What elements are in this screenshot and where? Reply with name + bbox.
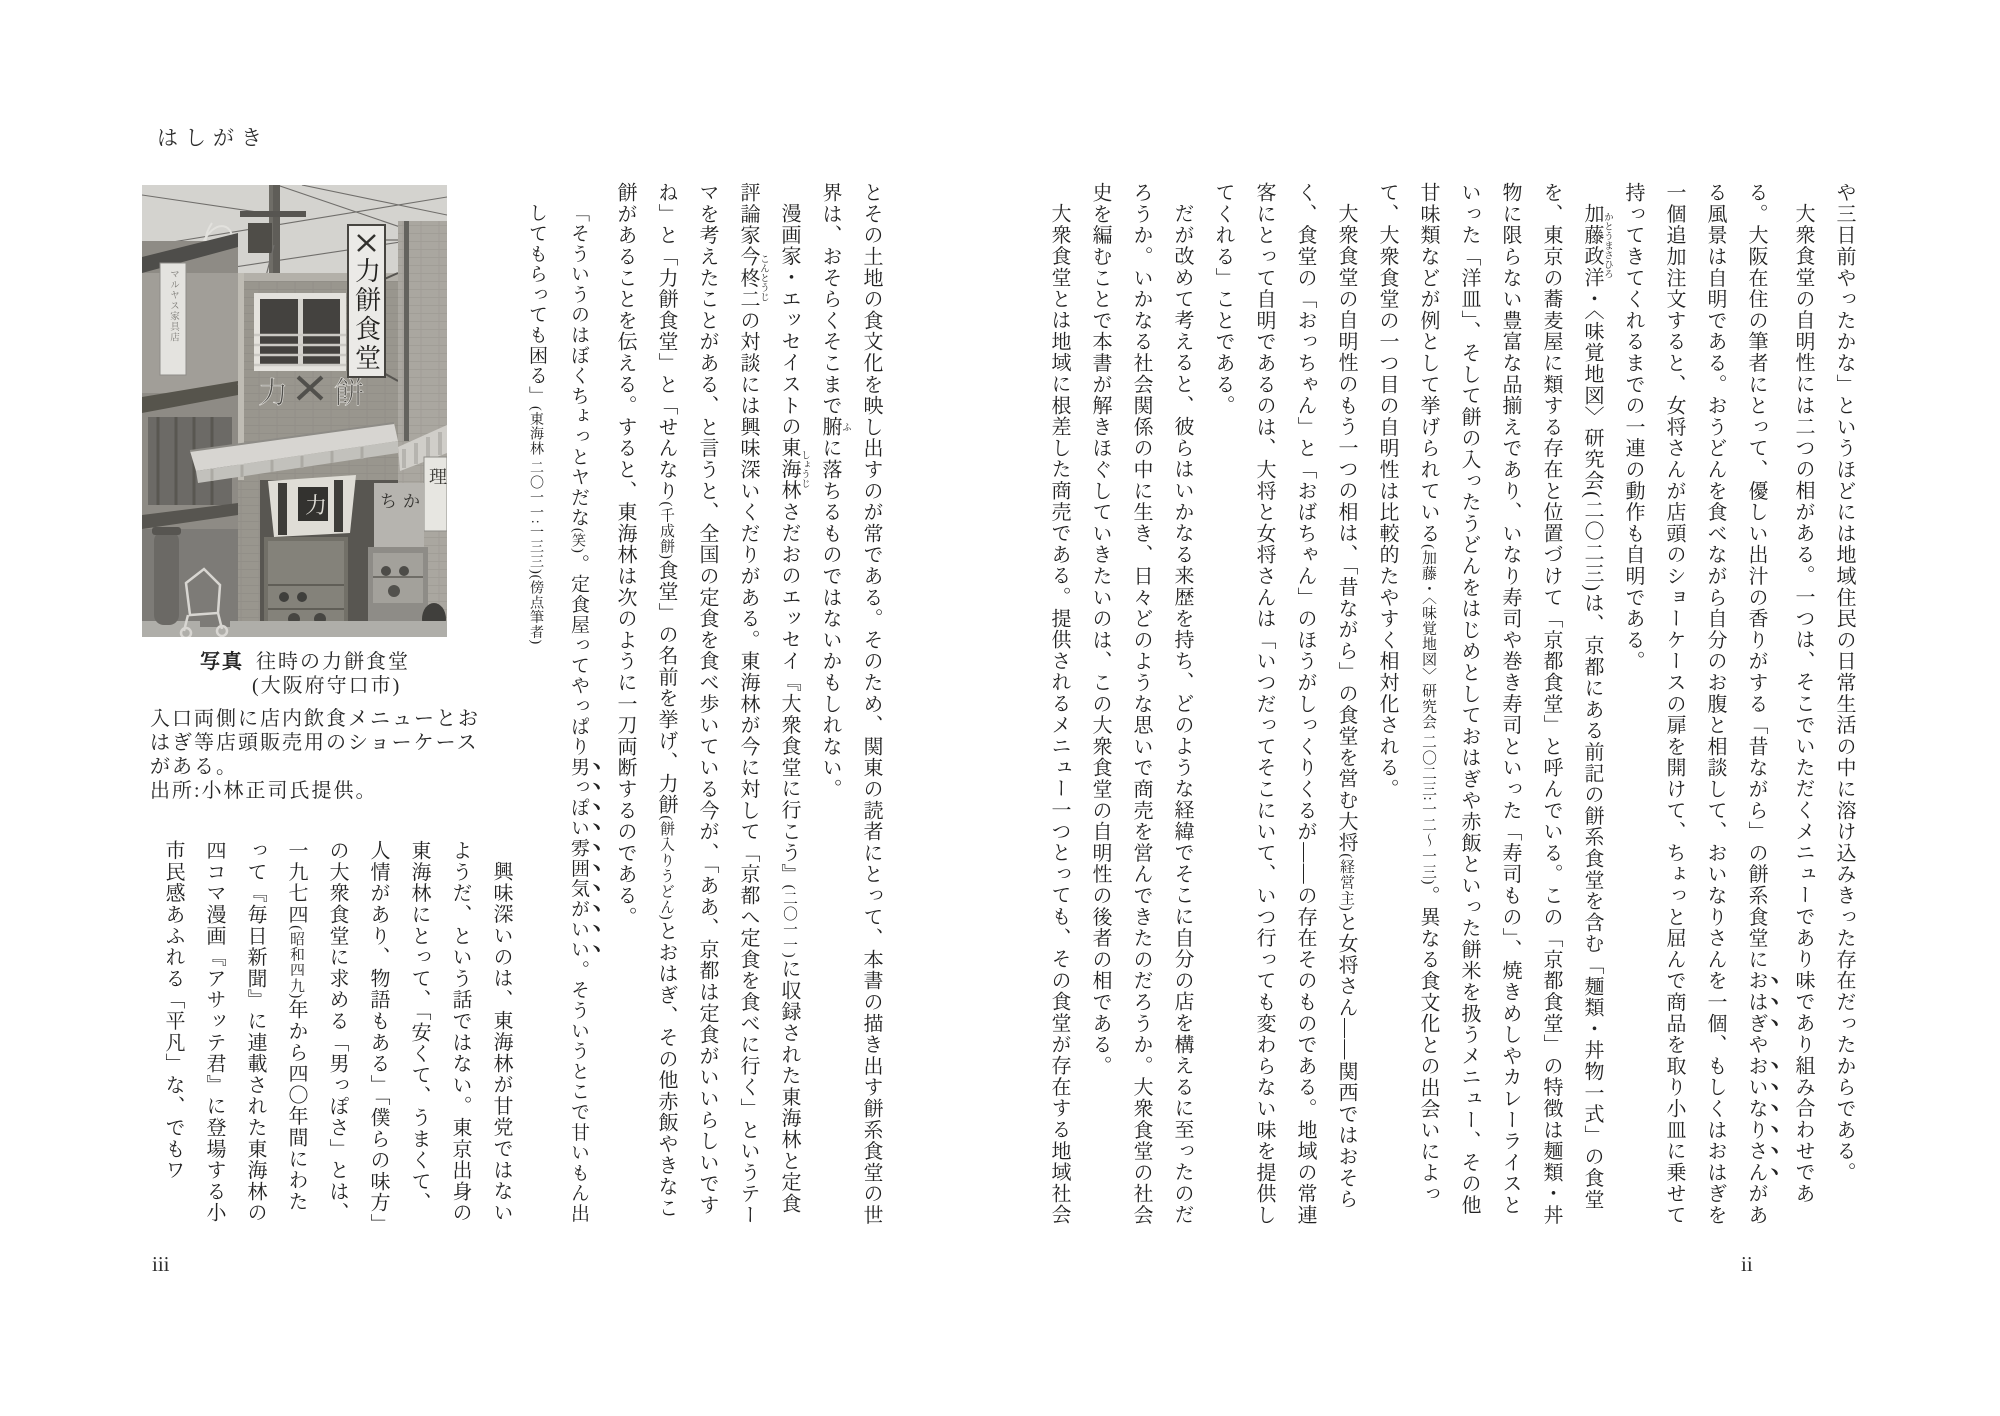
paragraph: 大衆食堂の自明性には二つの相がある。一つは、そこでいただくメニューであり味であり組み合わせである。大阪在住の筆者にとって、優しい出汁の香りがする「昔ながら」の餅系食堂におはぎやおいなりさんがある風景は自明である。おうどんを食べながら自分のお腹と相談して、おいなりさんを一個、もしくはおはぎを一個追加注文すると、女将さんが店頭のショーケースの扉を開けて、ちょっと屈んで商品を取り小皿に乗せて持ってきてくれるまでの一連の動作も自明である。 bbox=[1622, 182, 1814, 1226]
right-page-text bbox=[984, 182, 1864, 1230]
photo-left-sign-text: マルヤス家具店 bbox=[168, 269, 178, 343]
page-number-left: iii bbox=[152, 1252, 170, 1276]
caption-title-line bbox=[150, 650, 490, 674]
photo-noren-char: 力 bbox=[305, 493, 328, 518]
paragraph: 漫画家・エッセイストの東海林 しょうじさだおのエッセイ『大衆食堂に行こう』(二〇一一)に収録された東海林と定食評論家今柊二 こんとうじの対談には興味深いくだりがある。東海林が今に対して「京都へ定食を食べに行く」というテーマを考えたことがある、と言うと、全国の定食を食べ歩いている今が、「ああ、京都は定食がいいらしいですね」と「力餅食堂」と「せんなり(千成餅)食堂」の名前を挙げ、力餅(餅入りうどん)とおはぎ、その他赤飯やきなこ餅があることを伝える。すると、東海林は次のように一刀両断するのである。 bbox=[614, 182, 809, 1226]
paragraph: 大衆食堂とは地域に根差した商売である。提供されるメニュー一つとっても、その食堂が存在する地域社会 bbox=[1048, 203, 1070, 1226]
photo-wall-text-right: 餅 bbox=[334, 377, 364, 410]
paragraph: 加藤政洋 かとうまさひろ・〈味覚地図〉研究会(二〇二三)は、京都にある前記の餅系食堂を含む「麺類・丼物一式」の食堂を、東京の蕎麦屋に類する存在と位置づけて「京都食堂」と呼んでいる。この「京都食堂」の特徴は麺類・丼物に限らない豊富な品揃えであり、いなり寿司や巻き寿司といった「寿司もの」、焼きめしやカレーライスといった「洋皿」、そして餅の入ったうどんをはじめとしておはぎや赤飯といった餅米を扱うメニュー、その他甘味類などが例として挙げられている(加藤・〈味覚地図〉研究会 二〇二三:一二〜一三)。異なる食文化との出会いによって、大衆食堂の一つ目の自明性は比較的たやすく相対化される。 bbox=[1376, 182, 1612, 1226]
page-number-right: ii bbox=[1741, 1252, 1753, 1276]
paragraph: や三日前やったかな」というほどには地域住民の日常生活の中に溶け込みきった存在だったからである。 bbox=[1833, 182, 1855, 1184]
left-page-text-bottom bbox=[101, 840, 521, 1230]
left-page-text-main bbox=[471, 182, 891, 1230]
caption-body: 入口両側に店内飲食メニューとおはぎ等店頭販売用のショーケースがある。 bbox=[150, 708, 480, 778]
caption-source: 出所:小林正司氏提供。 bbox=[150, 780, 378, 802]
paragraph: 「そういうのはぼくちょっとヤだな(笑)。定食屋ってやっぱり男っぽい雰囲気がいい。そういうとこで甘いもん出してもらっても困る」(東海林 二〇一一:一三三)(傍点筆者) bbox=[526, 203, 589, 1224]
storefront-photo bbox=[142, 185, 447, 637]
paragraph: だが改めて考えると、彼らはいかなる来歴を持ち、どのような経緯でそこに自分の店を構えるに至ったのだろうか。いかなる社会関係の中に生き、日々どのような思いで商売を営んできたのだろうか。大衆食堂の社会史を編むことで本書が解きほぐしていきたいのは、この大衆食堂の自明性の後者の相である。 bbox=[1089, 182, 1193, 1226]
paragraph: とその土地の食文化を映し出すのが常である。そのため、関東の読者にとって、本書の描き出す餅系食堂の世界は、おそらくそこまで腑 ふに落ちるものではないかもしれない。 bbox=[819, 182, 882, 1226]
paragraph: 大衆食堂の自明性のもう一つの相は、「昔ながら」の食堂を営む大将(経営主)と女将さん――関西ではおそらく、食堂の「おっちゃん」と「おばちゃん」のほうがしっくりくるが――の存在そのものである。地域の常連客にとって自明であるのは、大将と女将さんは「いつだってそこにいて、いつ行っても変わらない味を提供してくれる」ことである。 bbox=[1212, 182, 1357, 1226]
caption-label: 写真 bbox=[200, 651, 244, 673]
caption-subtitle: (大阪府守口市) bbox=[252, 675, 402, 697]
photo-window-text: ちか bbox=[380, 492, 426, 511]
blockquote bbox=[515, 203, 604, 1230]
caption-title: 往時の力餅食堂 bbox=[256, 651, 410, 673]
photo-sign-text: 力餅食堂 bbox=[351, 257, 381, 373]
photo-wall-text-left: 力 bbox=[258, 377, 288, 410]
paragraph: 興味深いのは、東海林が甘党ではないようだ、という話ではない。東京出身の東海林にとって、「安くて、うまくて、人情があり、物語もある」「僕らの味方」の大衆食堂に求める「男っぽさ」とは、一九七四(昭和四九)年から四〇年間にわたって『毎日新聞』に連載された東海林の四コマ漫画『アサッテ君』に登場する小市民感あふれる「平凡」な、でもワ bbox=[162, 840, 512, 1225]
running-head: はしがき bbox=[157, 126, 269, 150]
photo-caption bbox=[150, 650, 490, 803]
photo-neighbor-sign-char: 理 bbox=[429, 467, 447, 487]
